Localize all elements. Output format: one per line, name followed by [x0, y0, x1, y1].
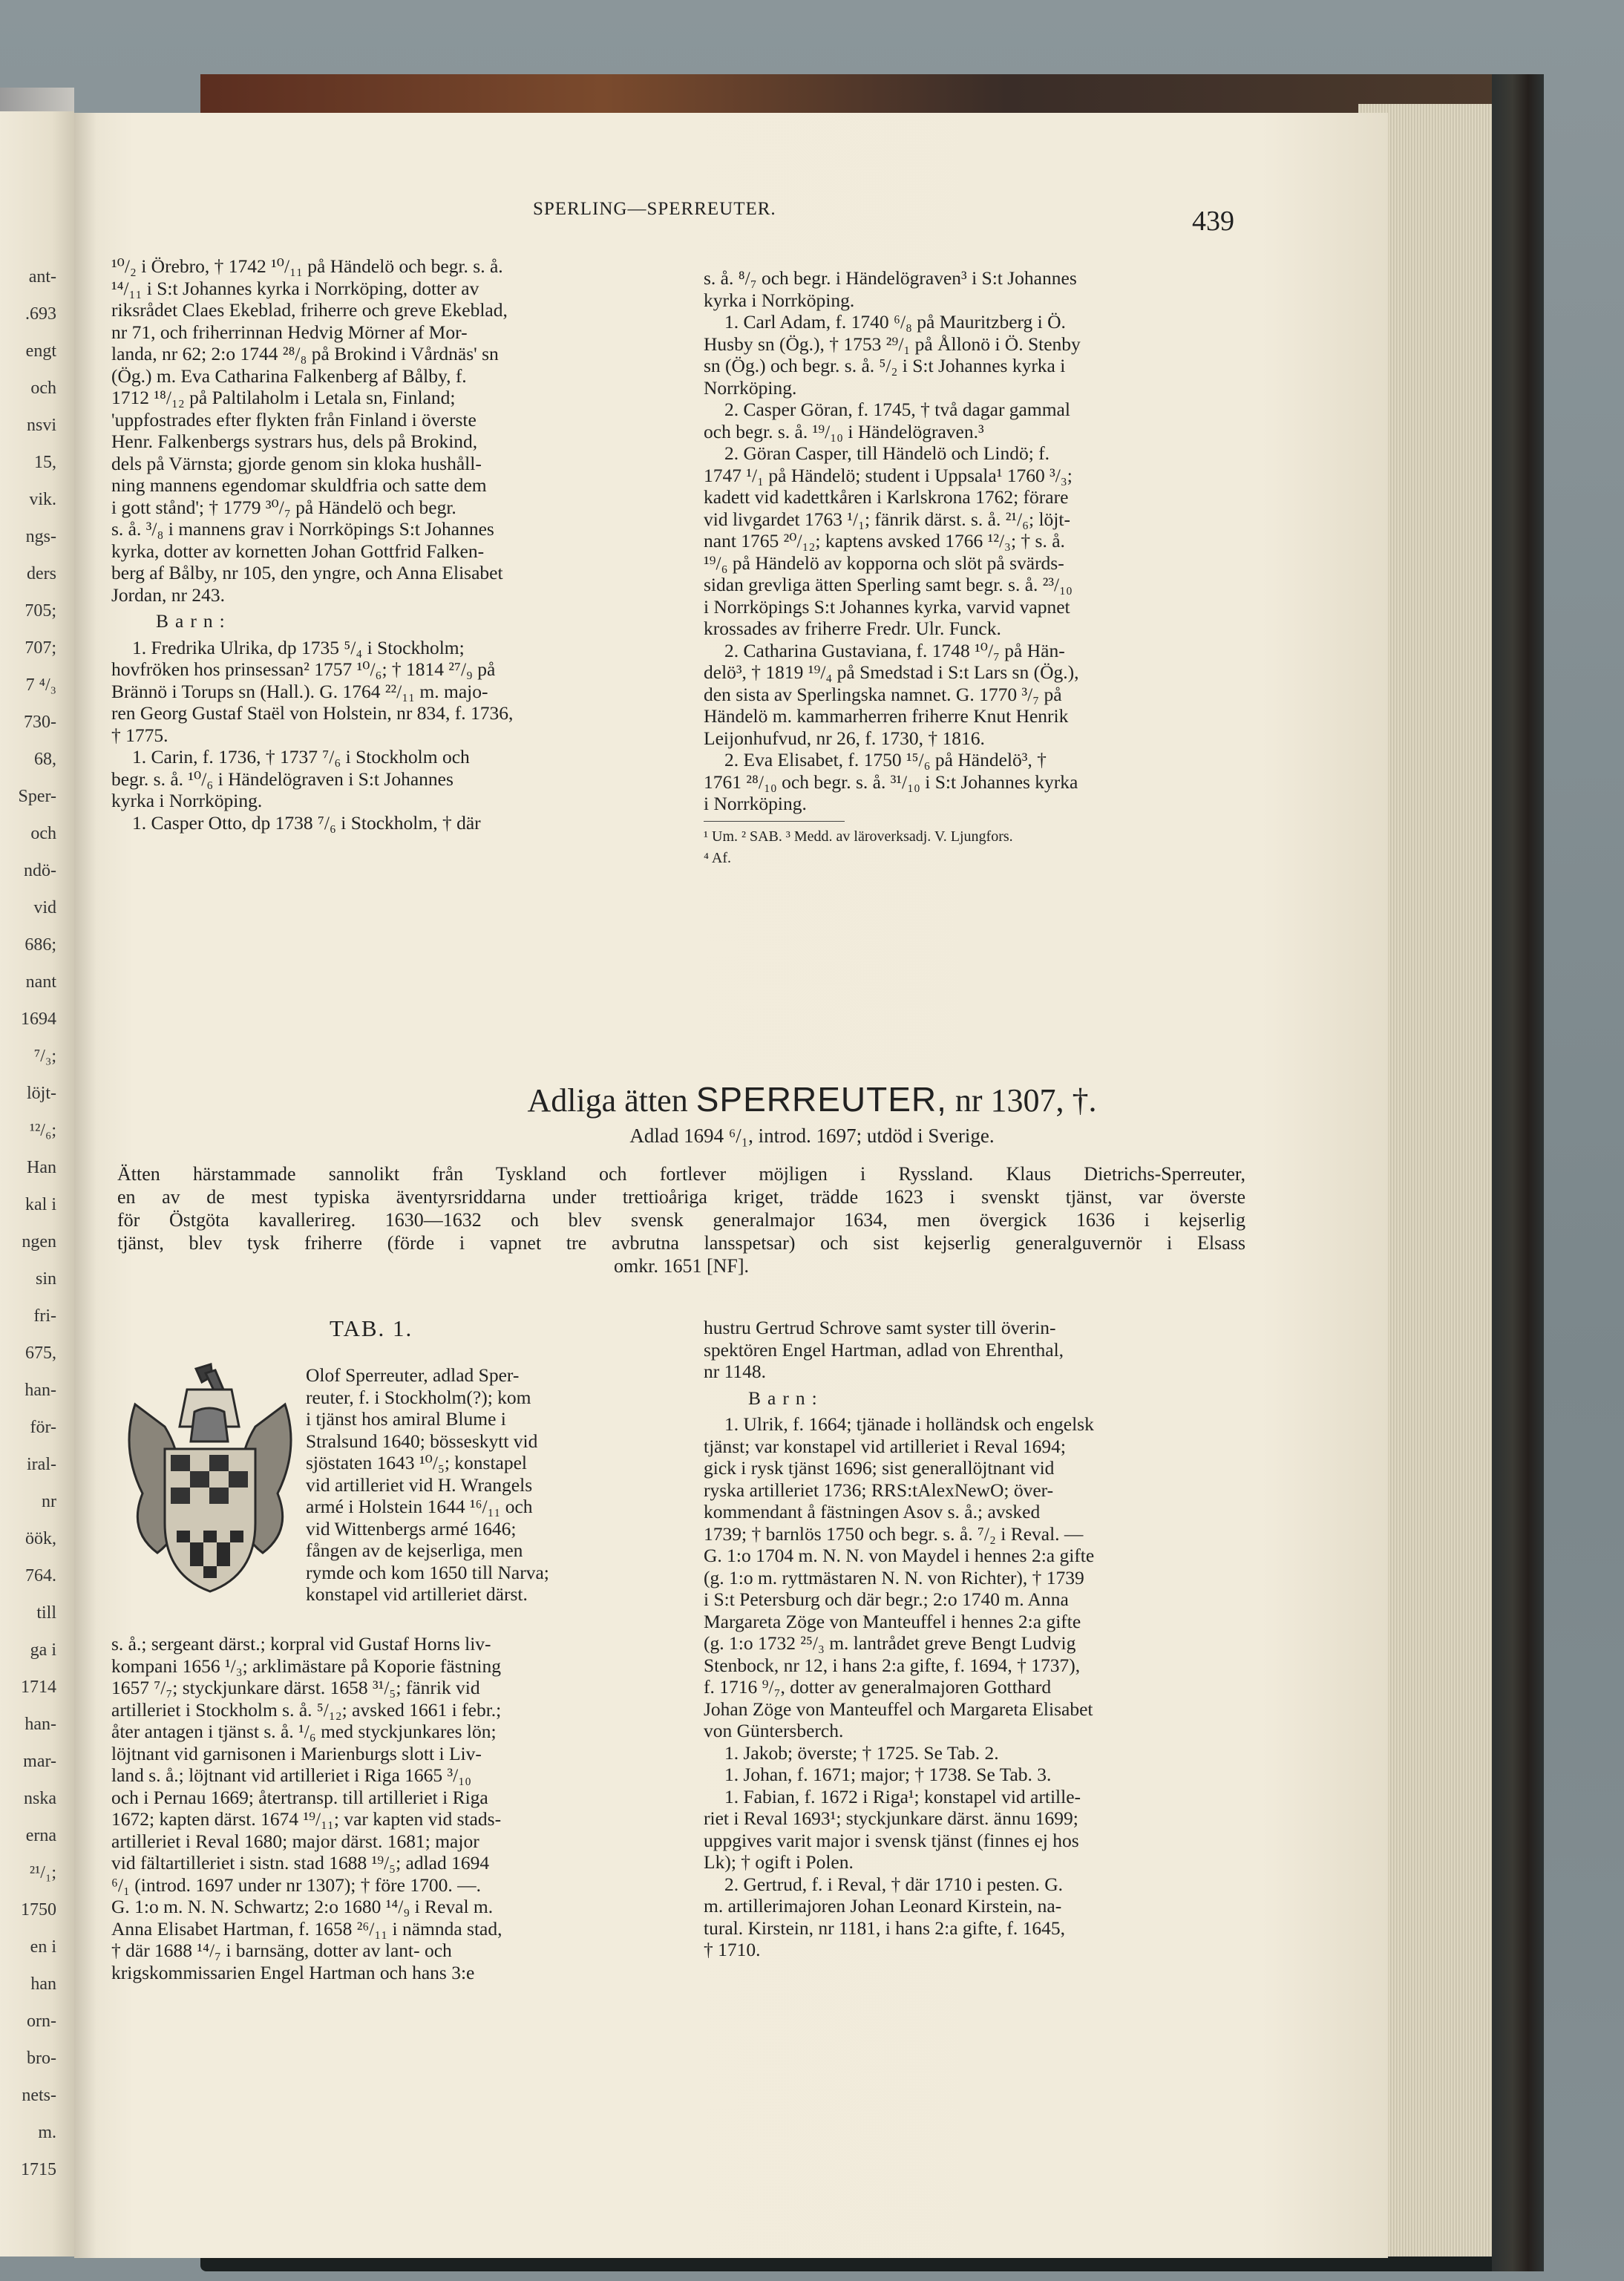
text-line: nr 1148.: [704, 1361, 767, 1382]
text-line: 1747 ¹/₁ på Händelö; student i Uppsala¹ 1760 ³/₃;: [704, 464, 1073, 486]
text-line: Husby sn (Ög.), † 1753 ²⁹/₁ på Ållonö i Ö. Stenby: [704, 333, 1081, 355]
margin-fragment: mar-: [23, 1752, 56, 1771]
text-line: vid Wittenbergs armé 1646;: [306, 1517, 517, 1539]
text-line: begr. s. å. ¹⁰/₆ i Händelögraven i S:t Johannes: [111, 768, 454, 790]
text-line: Jordan, nr 243.: [111, 583, 225, 606]
text-line: ning mannens egendomar skuldfria och satte dem: [111, 474, 487, 496]
coat-of-arms-image: [113, 1360, 307, 1596]
text-line: nr 71, och friherrinnan Hedvig Mörner af Mor-: [111, 321, 468, 343]
text-line: ryska artilleriet 1736; RRS:tAlexNewO; över-: [704, 1479, 1054, 1501]
footnote-rule: [704, 821, 845, 822]
margin-fragment: ngen: [22, 1232, 56, 1251]
text-line: G. 1:o m. N. N. Schwartz; 2:o 1680 ¹⁴/₉ i Reval m.: [111, 1896, 494, 1917]
text-line: och begr. s. å. ¹⁹/₁₀ i Händelögraven.³: [704, 420, 984, 442]
left-text-column: [111, 255, 657, 834]
text-line: åter antagen i tjänst s. å. ¹/₆ med styckjunkares lön;: [111, 1721, 497, 1742]
footnotes: [704, 826, 1245, 870]
margin-fragment: .693: [25, 304, 56, 324]
text-line: 1. Jakob; överste; † 1725. Se Tab. 2.: [724, 1741, 999, 1764]
margin-fragment: ant-: [28, 267, 56, 287]
margin-fragment: kal i: [25, 1195, 56, 1214]
family-intro: [117, 1162, 1245, 1277]
margin-fragment: fri-: [33, 1306, 56, 1326]
margin-fragment: 1750: [21, 1900, 56, 1920]
text-line: vid artilleriet vid H. Wrangels: [306, 1473, 533, 1496]
tab1-right-column: [704, 1317, 1245, 1961]
text-line: riksrådet Claes Ekeblad, friherre och greve Ekeblad,: [111, 299, 508, 321]
text-line: vid fältartilleriet i sistn. stad 1688 ¹⁹/₅; adlad 1694: [111, 1852, 490, 1873]
margin-fragment: nsvi: [26, 416, 56, 435]
text-line: Stralsund 1640; bösseskytt vid: [306, 1430, 538, 1452]
margin-fragment: nets-: [22, 2086, 56, 2105]
margin-fragment: och: [30, 824, 56, 843]
text-line: kompani 1656 ¹/₃; arklimästare på Koporie fästning: [111, 1655, 501, 1677]
text-line: ¹⁰/₂ i Örebro, † 1742 ¹⁰/₁₁ på Händelö och begr. s. å.: [111, 255, 503, 277]
text-line: i Norrköpings S:t Johannes kyrka, varvid vapnet: [704, 595, 1070, 618]
text-line: i Norrköping.: [704, 793, 807, 814]
margin-fragment: han-: [24, 1381, 56, 1400]
text-line: artilleriet i Stockholm s. å. ⁵/₁₂; avsked 1661 i febr.;: [111, 1698, 502, 1721]
text-line: sidan grevliga ätten Sperling samt begr. s. å. ²³/₁₀: [704, 574, 1073, 595]
intro-line: en av de mest typiska äventyrsriddarna under trettioåriga kriget, trädde 1623 i svenskt tjänst, var överste: [117, 1186, 1245, 1208]
text-line: kyrka, dotter av kornetten Johan Gottfrid Falken-: [111, 540, 485, 562]
text-line: † 1775.: [111, 724, 168, 746]
tab1-below-crest: [111, 1633, 657, 1983]
text-line: rymde och kom 1650 till Narva;: [306, 1561, 549, 1583]
page-number: 439: [1192, 206, 1234, 237]
text-line: von Güntersberch.: [704, 1720, 844, 1741]
text-line: i tjänst hos amiral Blume i: [306, 1408, 506, 1430]
text-line: kadett vid kadettkåren i Karlskrona 1762; förare: [704, 486, 1069, 508]
margin-fragment: han-: [24, 1715, 56, 1734]
text-line: vid livgardet 1763 ¹/₁; fänrik därst. s. å. ²¹/₆; löjt-: [704, 508, 1070, 530]
margin-fragment: 675,: [25, 1344, 56, 1363]
margin-fragment: 705;: [24, 601, 56, 621]
margin-fragment: ga i: [30, 1640, 56, 1660]
text-line: uppgives varit major i svensk tjänst (finnes ej hos: [704, 1829, 1079, 1851]
margin-fragment: orn-: [27, 2012, 56, 2031]
text-line: s. å. ⁸/₇ och begr. i Händelögraven³ i S:t Johannes: [704, 267, 1077, 289]
text-line: armé i Holstein 1644 ¹⁶/₁₁ och: [306, 1496, 533, 1517]
text-line: 'uppfostrades efter flykten från Finland i överste: [111, 408, 477, 431]
text-line: s. å. ³/₈ i mannens grav i Norrköpings S:t Johannes: [111, 518, 494, 540]
text-line: tjänst; var konstapel vid artilleriet i Reval 1694;: [704, 1435, 1066, 1457]
heading-family-name: SPERREUTER,: [695, 1080, 947, 1119]
text-line: land s. å.; löjtnant vid artilleriet i Riga 1665 ³/₁₀: [111, 1764, 472, 1786]
intro-line: tjänst, blev tysk friherre (förde i vapnet tre avbrutna lansspetsar) och sist kejserlig generalguvernör i Elsass: [117, 1232, 1245, 1254]
text-line: Johan Zöge von Manteuffel och Margareta Elisabet: [704, 1698, 1093, 1720]
margin-fragment: 764.: [25, 1566, 56, 1585]
text-line: f. 1716 ⁹/₇, dotter av generalmajoren Gotthard: [704, 1676, 1052, 1698]
margin-fragment: bro-: [27, 2049, 56, 2068]
text-line: sjöstaten 1643 ¹⁰/₅; konstapel: [306, 1452, 528, 1473]
text-line: kyrka i Norrköping.: [704, 289, 855, 311]
margin-fragment: vid: [33, 898, 56, 917]
margin-fragment: ders: [27, 564, 56, 583]
margin-fragment: ²¹/₁;: [29, 1863, 56, 1882]
text-line: Leijonhufvud, nr 26, f. 1730, † 1816.: [704, 727, 985, 749]
intro-line: för Östgöta kavallerireg. 1630—1632 och blev svensk generalmajor 1634, men övergick 1636 i kejserlig: [117, 1209, 1245, 1231]
margin-fragment: och: [30, 379, 56, 398]
text-line: konstapel vid artilleriet därst.: [306, 1583, 528, 1605]
text-line: reuter, f. i Stockholm(?); kom: [306, 1386, 531, 1408]
text-line: 1. Carin, f. 1736, † 1737 ⁷/₆ i Stockholm och: [132, 746, 470, 768]
text-line: Olof Sperreuter, adlad Sper-: [306, 1364, 520, 1386]
margin-fragment: ndö-: [24, 861, 56, 880]
text-line: artilleriet i Reval 1680; major därst. 1681; major: [111, 1830, 479, 1852]
text-line: 1672; kapten därst. 1674 ¹⁹/₁₁; var kapten vid stads-: [111, 1808, 502, 1830]
text-line: 1. Johan, f. 1671; major; † 1738. Se Tab. 3.: [724, 1764, 1052, 1785]
text-line: ¹⁹/₆ på Händelö av kopporna och slöt på svärds-: [704, 552, 1064, 574]
text-line: dels på Värnsta; gjorde genom sin kloka hushåll-: [111, 452, 482, 474]
text-line: 2. Casper Göran, f. 1745, † två dagar gammal: [724, 399, 1070, 420]
text-line: s. å.; sergeant därst.; korpral vid Gustaf Horns liv-: [111, 1633, 491, 1655]
family-heading: [0, 1079, 1624, 1119]
margin-fragment: 15,: [34, 453, 56, 472]
text-line: 1. Casper Otto, dp 1738 ⁷/₆ i Stockholm, † där: [132, 811, 481, 834]
text-line: ¹⁴/₁₁ i S:t Johannes kyrka i Norrköping, dotter av: [111, 277, 479, 299]
margin-fragment: 707;: [24, 638, 56, 658]
text-line: hovfröken hos prinsessan² 1757 ¹⁰/₆; † 1814 ²⁷/₉ på: [111, 658, 496, 680]
margin-fragment: nr: [42, 1492, 56, 1511]
text-line: Barn:: [748, 1387, 824, 1409]
text-line: ¹ Um. ² SAB. ³ Medd. av läroverksadj. V. Ljungfors.: [704, 828, 1013, 845]
margin-fragment: sin: [35, 1269, 56, 1289]
heading-suffix: nr 1307, †.: [955, 1082, 1097, 1119]
margin-fragment: erna: [25, 1826, 56, 1845]
text-line: † där 1688 ¹⁴/₇ i barnsäng, dotter av lant- och: [111, 1940, 452, 1961]
text-line: och i Pernau 1669; återtransp. till artilleriet i Riga: [111, 1786, 488, 1808]
text-line: löjtnant vid garnisonen i Marienburgs slott i Liv-: [111, 1742, 482, 1764]
cover-right-edge: [1492, 74, 1544, 2271]
text-line: Henr. Falkenbergs systrars hus, dels på Brokind,: [111, 431, 478, 452]
text-line: krigskommissarien Engel Hartman och hans 3:e: [111, 1961, 475, 1983]
text-line: landa, nr 62; 2:o 1744 ²⁸/₈ på Brokind i Vårdnäs' sn: [111, 343, 499, 364]
margin-fragment: Sper-: [18, 787, 56, 806]
table-heading: TAB. 1.: [330, 1315, 413, 1341]
right-column-body: [704, 267, 1245, 815]
text-line: 1. Fredrika Ulrika, dp 1735 ⁵/₄ i Stockholm;: [132, 636, 465, 658]
text-line: kommendant å fästningen Asov s. å.; avsked: [704, 1501, 1041, 1522]
margin-fragment: 1694: [21, 1009, 56, 1029]
text-line: 1657 ⁷/₇; styckjunkare därst. 1658 ³¹/₅; fänrik vid: [111, 1677, 480, 1698]
intro-line: omkr. 1651 [NF].: [614, 1255, 749, 1277]
margin-fragment: engt: [25, 341, 56, 361]
text-line: 1. Ulrik, f. 1664; tjänade i holländsk och engelsk: [724, 1413, 1094, 1435]
margin-fragment: ¹²/₆;: [29, 1121, 56, 1140]
text-line: ⁴ Af.: [704, 850, 731, 866]
text-line: Anna Elisabet Hartman, f. 1658 ²⁶/₁₁ i nämnda stad,: [111, 1917, 502, 1940]
text-line: 1. Fabian, f. 1672 i Riga¹; konstapel vid artille-: [724, 1785, 1081, 1807]
margin-fragment: vik.: [29, 490, 56, 509]
text-line: fången av de kejserliga, men: [306, 1539, 523, 1561]
margin-fragment: ngs-: [25, 527, 56, 546]
margin-fragment: 730-: [24, 713, 56, 732]
text-line: Brännö i Torups sn (Hall.). G. 1764 ²²/₁₁ m. majo-: [111, 680, 488, 702]
margin-fragment: öök,: [25, 1529, 56, 1548]
text-line: riet i Reval 1693¹; styckjunkare därst. ännu 1699;: [704, 1807, 1078, 1829]
text-line: G. 1:o 1704 m. N. N. von Maydel i hennes 2:a gifte: [704, 1545, 1095, 1566]
text-line: † 1710.: [704, 1939, 761, 1960]
margin-fragment: 68,: [34, 750, 56, 769]
text-line: hustru Gertrud Schrove samt syster till överin-: [704, 1317, 1056, 1338]
text-line: sn (Ög.) och begr. s. å. ⁵/₂ i S:t Johannes kyrka i: [704, 355, 1066, 376]
text-line: Händelö m. kammarherren friherre Knut Henrik: [704, 705, 1069, 727]
text-line: (g. 1:o 1732 ²⁵/₃ m. lantrådet greve Bengt Ludvig: [704, 1632, 1076, 1654]
text-line: (Ög.) m. Eva Catharina Falkenberg af Bålby, f.: [111, 364, 467, 387]
text-line: krossades av friherre Fredr. Ulr. Funck.: [704, 618, 1001, 639]
margin-fragment: 7 ⁴/₃: [25, 675, 56, 695]
cover-top-edge: [200, 74, 1544, 119]
margin-fragment: ⁷/₃;: [33, 1047, 56, 1066]
text-line: den sista av Sperlingska namnet. G. 1770 ³/₇ på: [704, 683, 1062, 705]
margin-fragment: till: [36, 1603, 56, 1623]
text-line: nant 1765 ²⁰/₁₂; kaptens avsked 1766 ¹²/₃; † s. å.: [704, 530, 1065, 552]
text-line: gick i rysk tjänst 1696; sist generallöjtnant vid: [704, 1457, 1055, 1479]
family-subheading: Adlad 1694 ⁶/₁, introd. 1697; utdöd i Sverige.: [629, 1125, 995, 1147]
text-line: 2. Gertrud, f. i Reval, † där 1710 i pesten. G.: [724, 1873, 1064, 1895]
text-line: 1. Carl Adam, f. 1740 ⁶/₈ på Mauritzberg i Ö.: [724, 311, 1066, 333]
text-line: ren Georg Gustaf Staël von Holstein, nr 834, f. 1736,: [111, 702, 514, 724]
text-line: Barn:: [156, 610, 232, 632]
margin-fragment: 686;: [24, 935, 56, 955]
text-line: i S:t Petersburg och där begr.; 2:o 1740 m. Anna: [704, 1588, 1069, 1610]
margin-fragment: iral-: [27, 1455, 56, 1474]
text-line: Lk); † ogift i Polen.: [704, 1851, 854, 1873]
intro-line: Ätten härstammade sannolikt från Tyskland och fortlever möjligen i Ryssland. Klaus Dietrichs-Sperreuter,: [117, 1163, 1245, 1185]
margin-fragment: m.: [38, 2123, 56, 2142]
margin-fragment: nant: [25, 972, 56, 992]
margin-fragment: 1715: [21, 2160, 56, 2179]
margin-fragment: 1714: [21, 1678, 56, 1697]
margin-fragment: han: [30, 1974, 56, 1994]
text-line: 1761 ²⁸/₁₀ och begr. s. å. ³¹/₁₀ i S:t Johannes kyrka: [704, 770, 1078, 793]
margin-fragment: för-: [30, 1418, 56, 1437]
text-line: Stenbock, nr 12, i hans 2:a gifte, f. 1694, † 1737),: [704, 1654, 1081, 1676]
margin-fragment: löjt-: [27, 1084, 56, 1103]
text-line: spektören Engel Hartman, adlad von Ehrenthal,: [704, 1338, 1064, 1361]
text-line: delö³, † 1819 ¹⁹/₄ på Smedstad i S:t Lars sn (Ög.),: [704, 661, 1079, 683]
heading-prefix: Adliga ätten: [527, 1082, 688, 1119]
text-line: m. artillerimajoren Johan Leonard Kirstein, na-: [704, 1895, 1062, 1917]
margin-fragment: nska: [24, 1789, 56, 1808]
running-head: SPERLING—SPERREUTER.: [533, 199, 776, 219]
text-line: Margareta Zöge von Manteuffel i hennes 2:a gifte: [704, 1610, 1081, 1632]
text-line: 1739; † barnlös 1750 och begr. s. å. ⁷/₂ i Reval. —: [704, 1522, 1084, 1545]
tab1-beside-crest: [306, 1364, 655, 1606]
margin-fragment: Han: [27, 1158, 56, 1177]
right-text-column: [704, 267, 1245, 870]
text-line: (g. 1:o m. ryttmästaren N. N. von Richter), † 1739: [704, 1566, 1084, 1588]
text-line: 2. Göran Casper, till Händelö och Lindö; f.: [724, 442, 1050, 464]
text-line: 1712 ¹⁸/₁₂ på Paltilaholm i Letala sn, Finland;: [111, 387, 456, 408]
left-page: [0, 111, 74, 2257]
text-line: Norrköping.: [704, 376, 797, 399]
text-line: kyrka i Norrköping.: [111, 790, 263, 811]
text-line: tural. Kirstein, nr 1181, i hans 2:a gifte, f. 1645,: [704, 1917, 1066, 1939]
text-line: ⁶/₁ (introd. 1697 under nr 1307); † före 1700. —.: [111, 1873, 481, 1896]
text-line: 2. Eva Elisabet, f. 1750 ¹⁵/₆ på Händelö³, †: [724, 749, 1047, 770]
text-line: berg af Bålby, nr 105, den yngre, och Anna Elisabet: [111, 562, 503, 583]
text-line: 2. Catharina Gustaviana, f. 1748 ¹⁰/₇ på Hän-: [724, 639, 1065, 661]
text-line: i gott stånd'; † 1779 ³⁰/₇ på Händelö och begr.: [111, 496, 456, 518]
margin-fragment: en i: [30, 1937, 56, 1957]
